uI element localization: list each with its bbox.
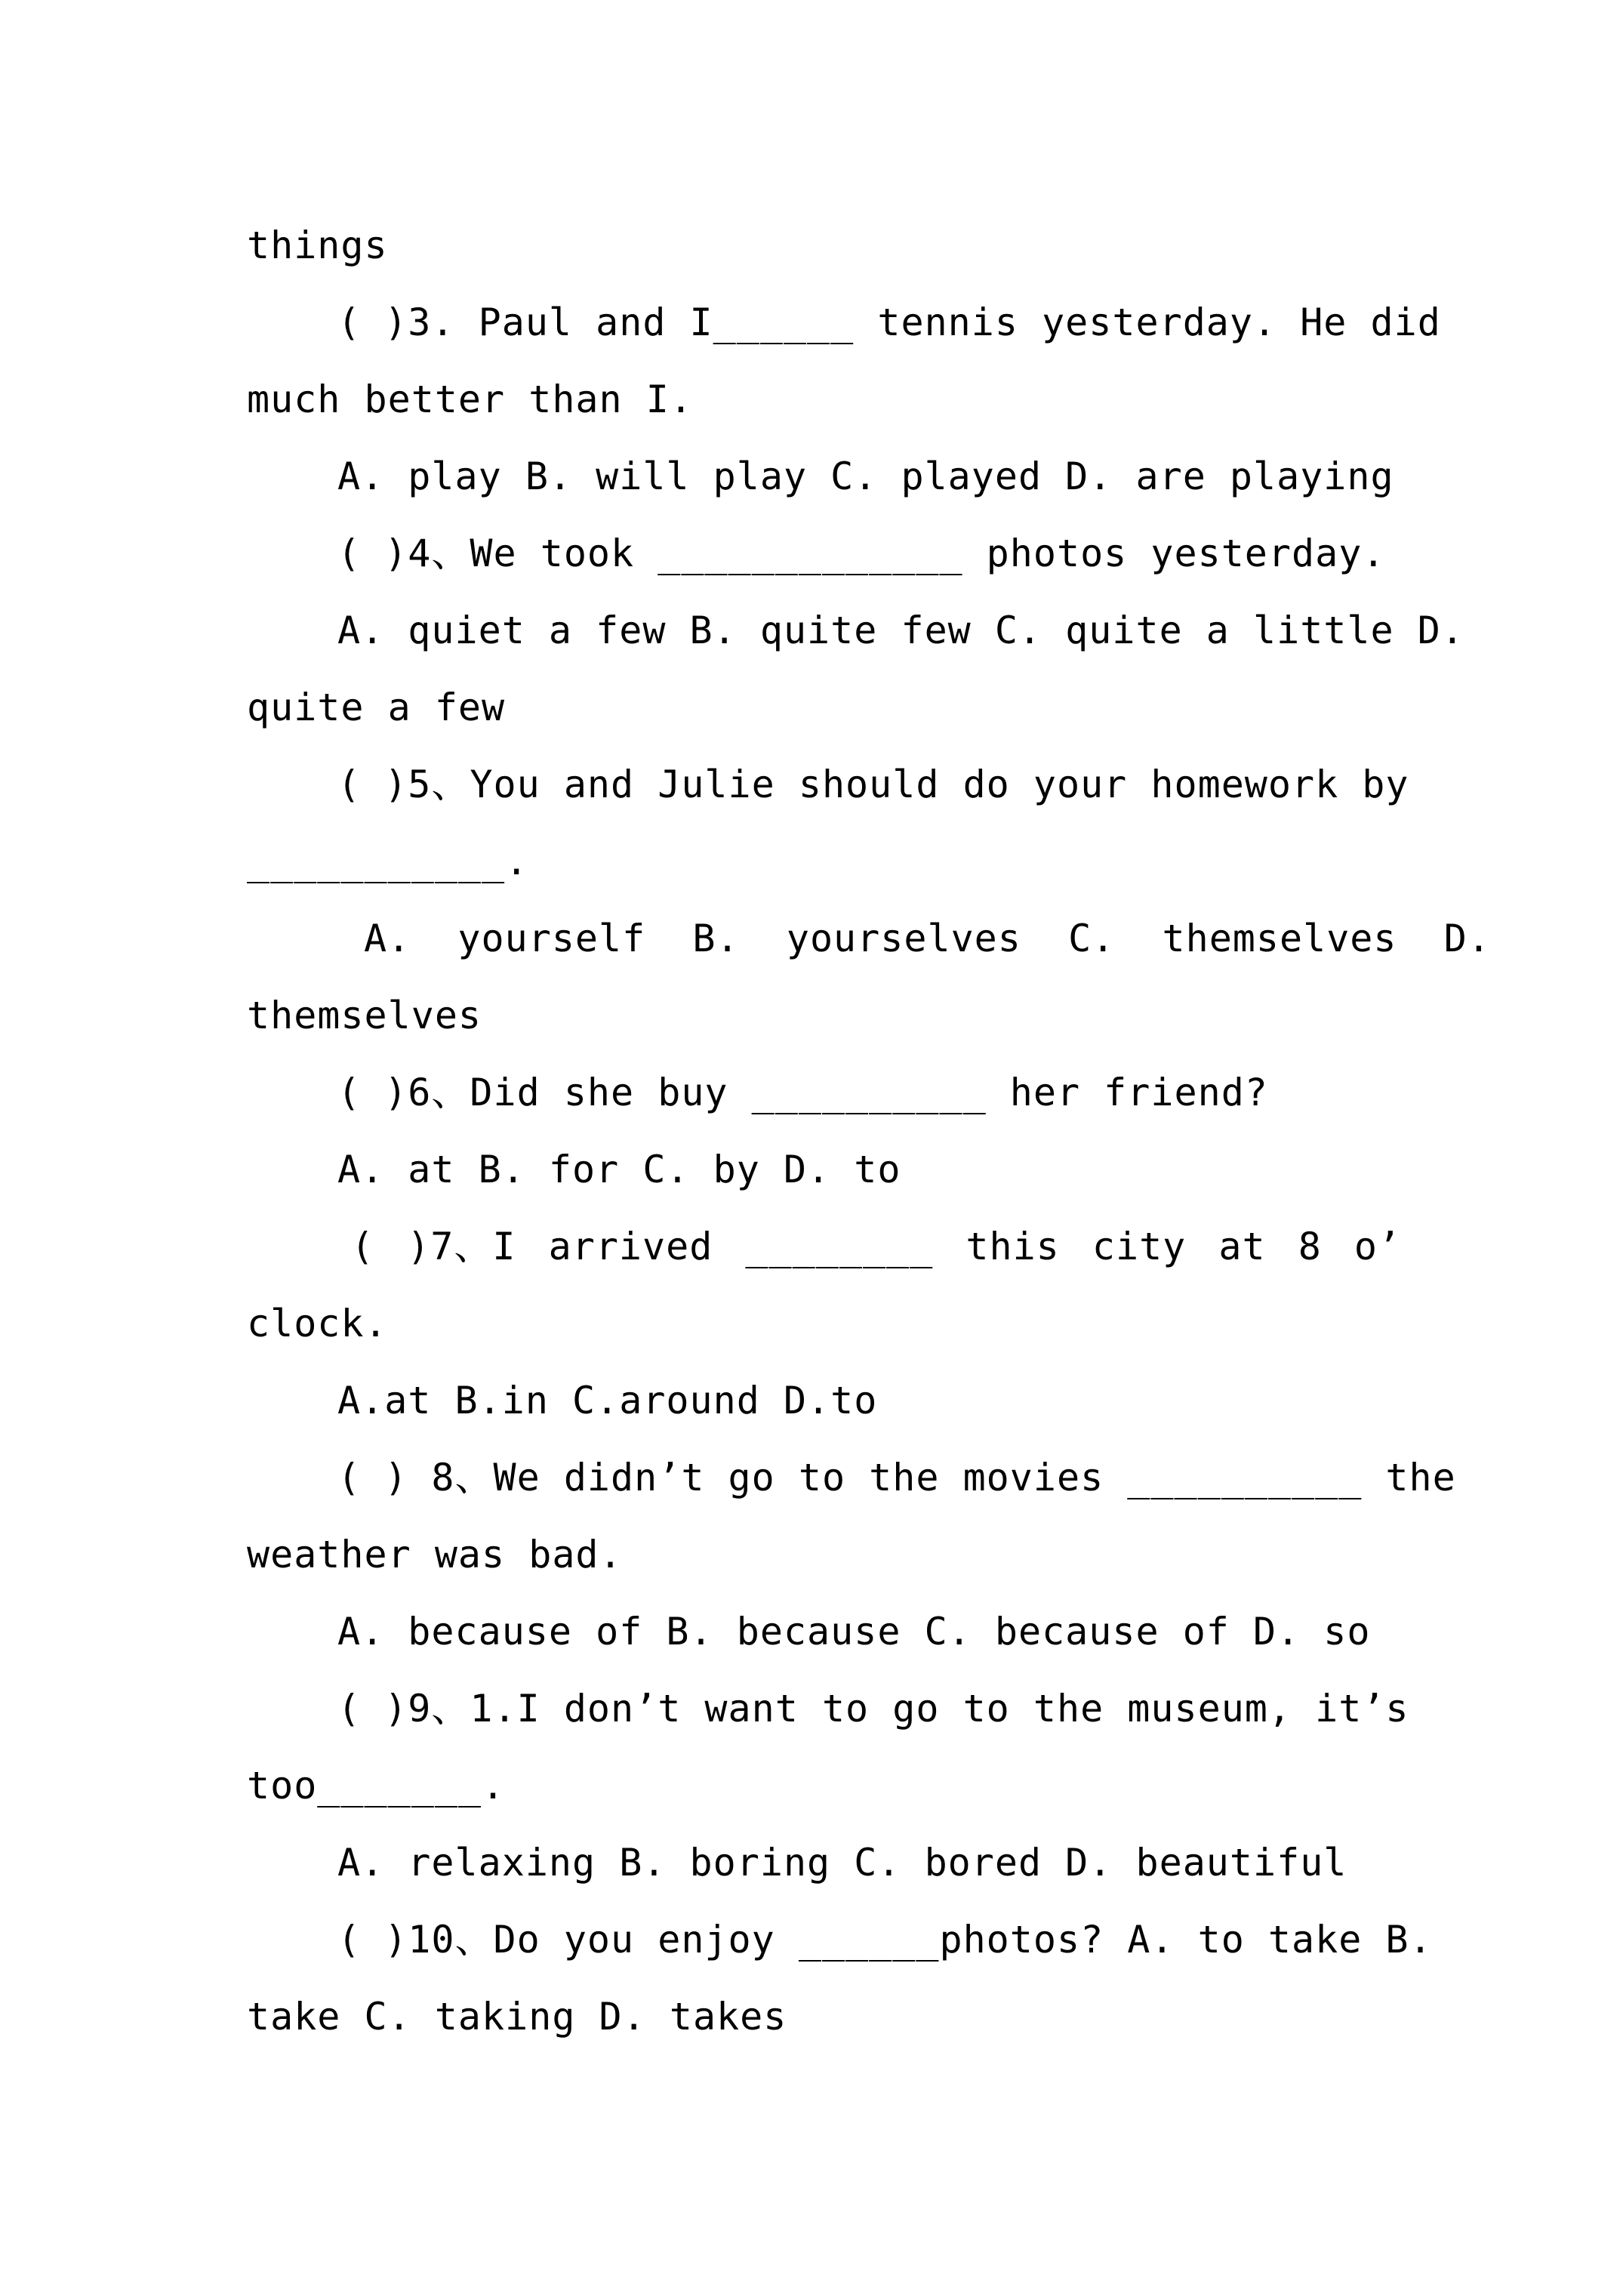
question-7: ( )7、I arrived ________ this city at 8 o’ [351,1225,1402,1268]
options-8: A. because of B. because C. because of D. so [337,1610,1371,1653]
text-line: much better than I. [247,378,693,421]
question-6: ( )6、Did she buy __________ her friend? [337,1071,1268,1114]
options-6: A. at B. for C. by D. to [337,1148,901,1191]
question-3: ( )3. Paul and I______ tennis yesterday. He did [337,300,1441,344]
options-9: A. relaxing B. boring C. bored D. beautiful [337,1841,1347,1885]
options-7: A.at B.in C.around D.to [337,1379,878,1422]
question-9: ( )9、1.I don’t want to go to the museum, it’s [337,1687,1409,1730]
options-3: A. play B. will play C. played D. are playing [337,455,1394,498]
text-line: ___________. [247,840,529,883]
text-line: too_______. [247,1764,506,1808]
text-line: quite a few [247,686,506,729]
text-line: clock. [247,1302,388,1345]
text-line: themselves [247,994,482,1037]
text-line: things [247,223,388,267]
question-4: ( )4、We took _____________ photos yesterday. [337,532,1386,575]
options-4: A. quiet a few B. quite few C. quite a little D. [337,609,1464,652]
options-5: A. yourself B. yourselves C. themselves D. [364,917,1491,960]
question-10: ( )10、Do you enjoy ______photos? A. to take B. [337,1918,1433,1962]
question-8: ( ) 8、We didn’t go to the movies __________ the [337,1456,1456,1499]
text-line: weather was bad. [247,1533,623,1576]
text-line: take C. taking D. takes [247,1995,787,2039]
question-5: ( )5、You and Julie should do your homework by [337,763,1409,806]
